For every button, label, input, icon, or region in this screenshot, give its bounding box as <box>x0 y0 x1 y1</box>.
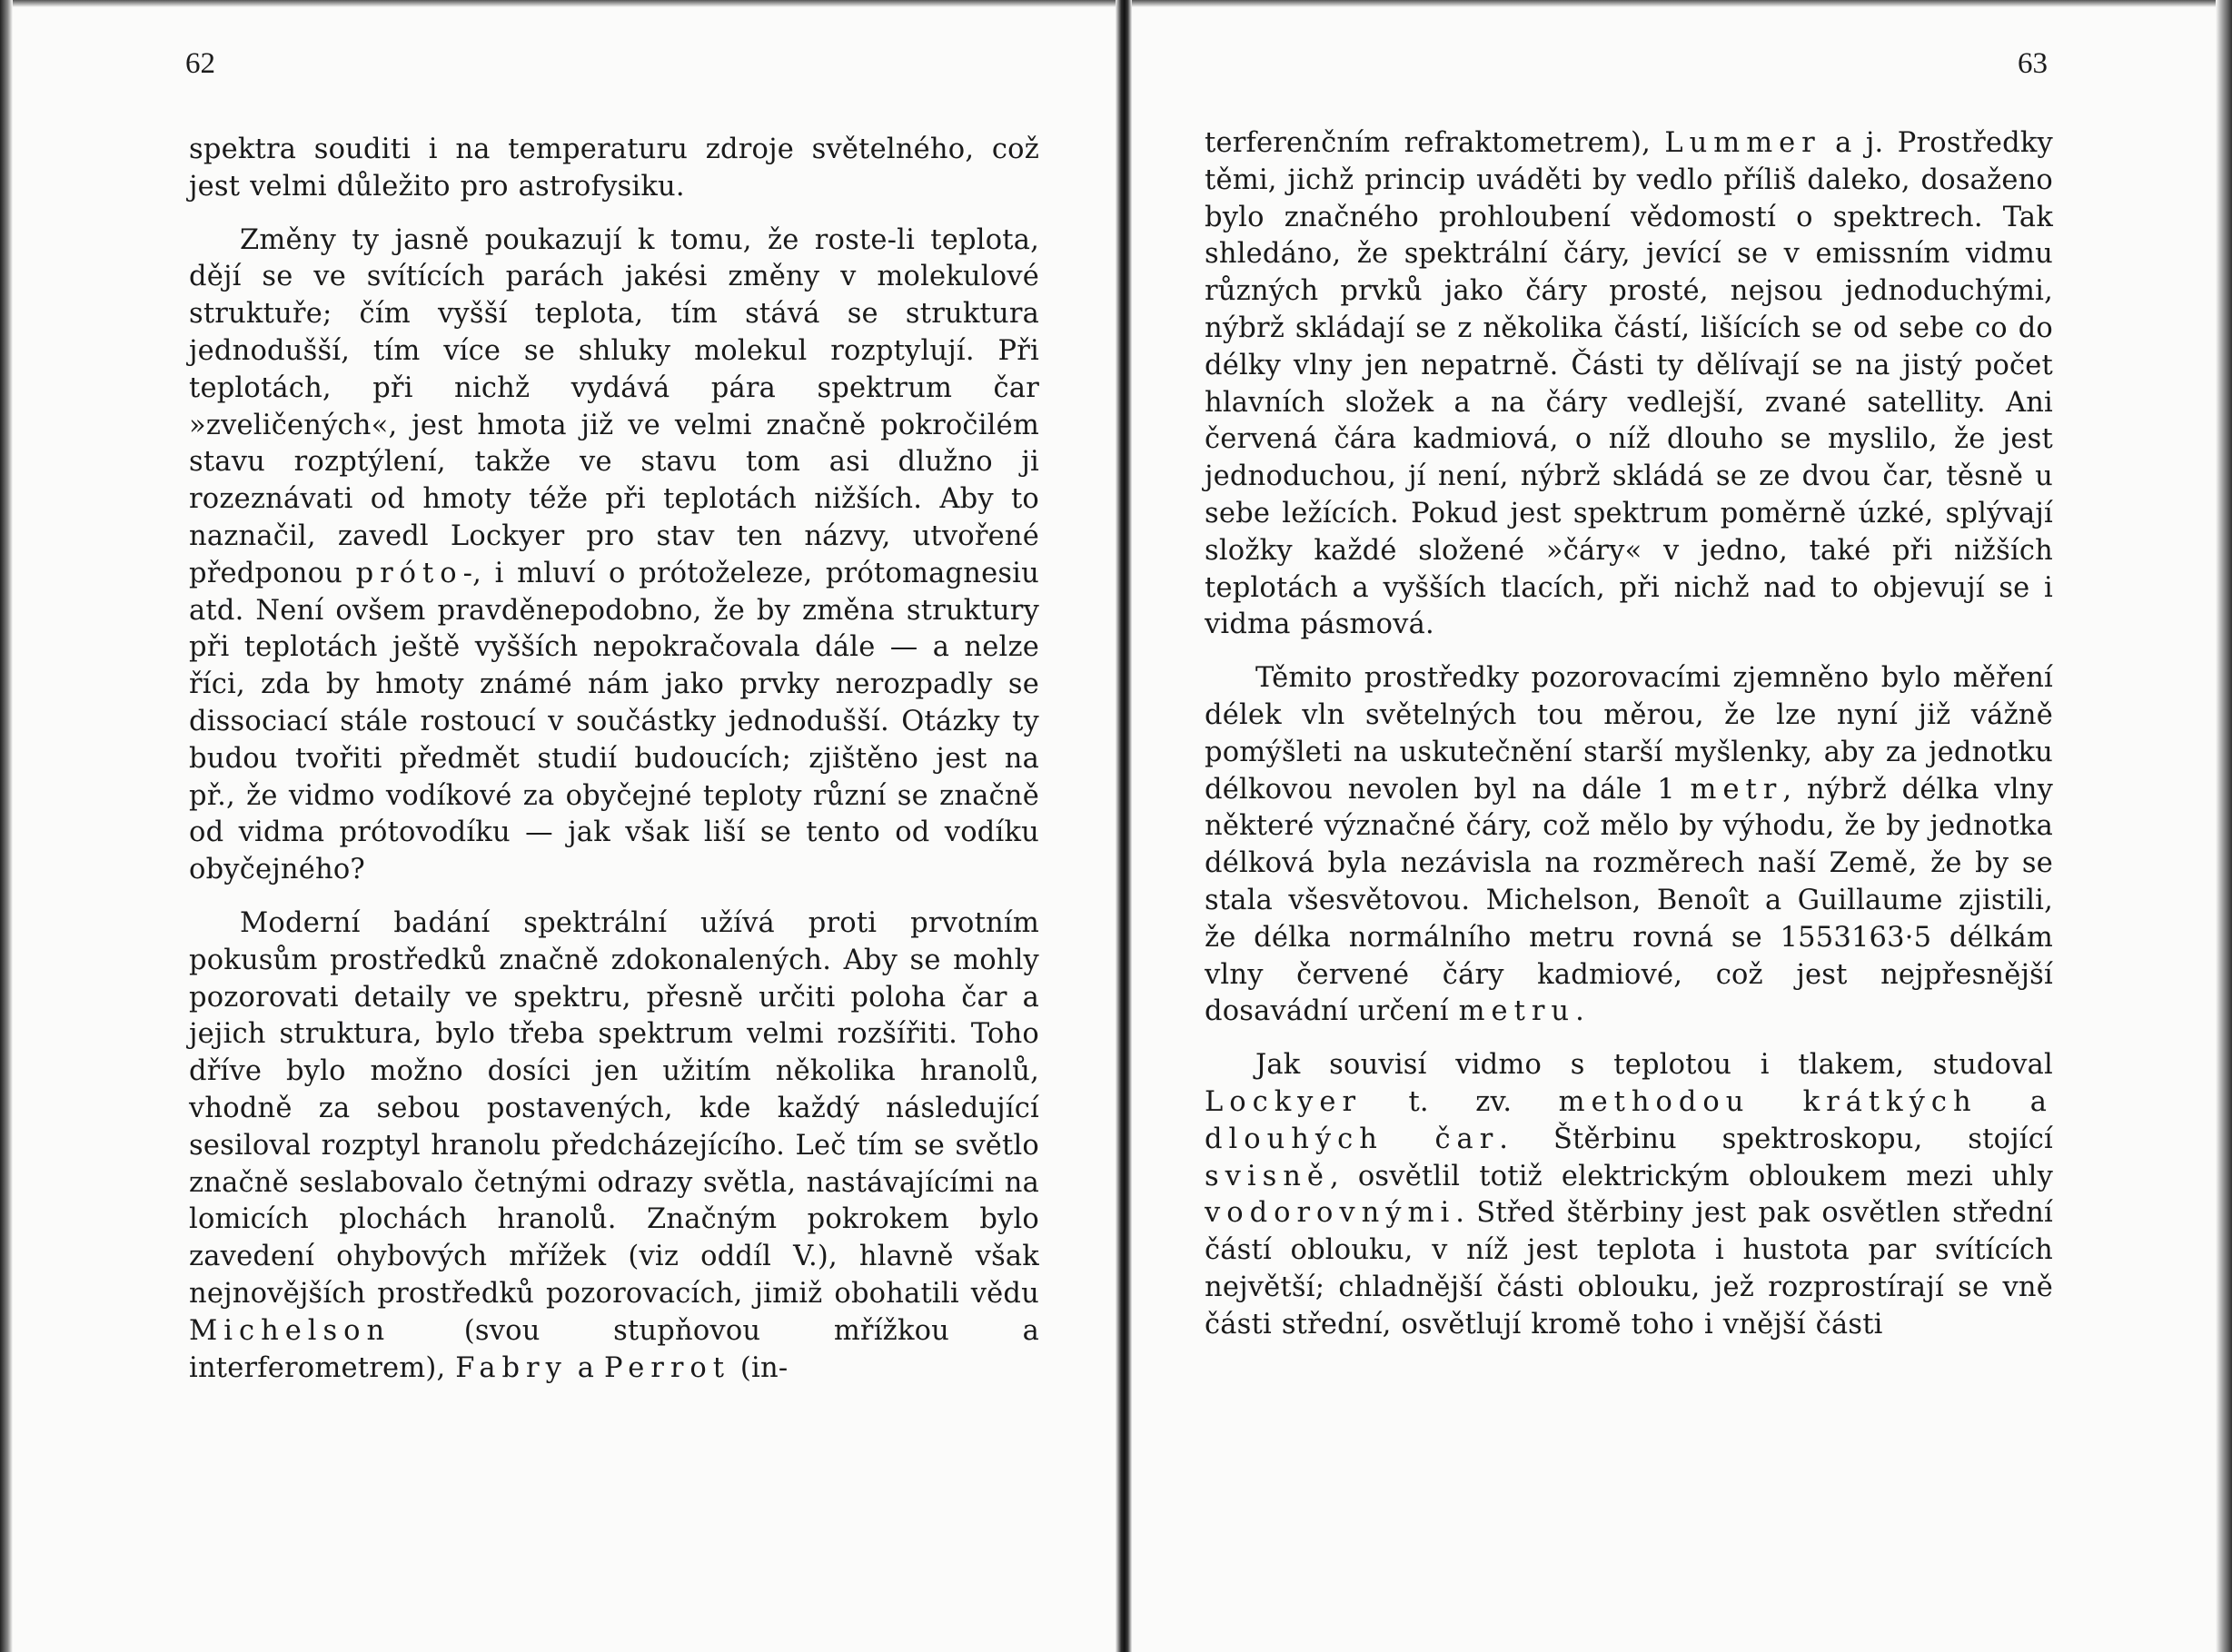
body-text: a <box>567 1351 605 1384</box>
body-text: . Střed štěrbiny jest pak osvětlen střední částí oblouku, v níž jest teplota i hustota par svítících největší; chladnější části oblouku, jež rozprostírají se vně části střední, osvětlují kromě toho i vnější části <box>1205 1197 2053 1340</box>
spaced-emphasis-text: Perrot <box>604 1351 731 1384</box>
page-number-left: 62 <box>185 47 215 80</box>
spaced-emphasis-text: Michelson <box>189 1314 392 1347</box>
page-number-right: 63 <box>2018 47 2048 80</box>
body-text: Jak souvisí vidmo s teplotou i tlakem, studoval <box>1255 1049 2053 1082</box>
right-page <box>1132 0 2216 1652</box>
spaced-emphasis-text: vodorovnými <box>1205 1197 1456 1230</box>
scan-right-edge <box>2216 0 2232 1652</box>
spaced-emphasis-text: metru <box>1458 995 1576 1028</box>
spaced-emphasis-text: Lockyer <box>1205 1085 1363 1118</box>
spaced-emphasis-text: próto <box>355 557 463 589</box>
left-page-text <box>189 132 1039 1403</box>
body-text: Těmito prostředky pozorovacími zjemněno bylo měření délek vln světelných tou měrou, že lze nyní již vážně pomýšleti na uskutečnění starší myšlenky, aby za jednotku délkovou nevolen byl na dále 1 <box>1205 662 2053 806</box>
paragraph <box>1205 125 2053 644</box>
paragraph <box>189 905 1039 1387</box>
body-text: , nýbrž délka vlny některé význačné čáry, což mělo by výhodu, že by jednotka délková byla nezávisla na rozměrech naší Země, že by se stala všesvětovou. Michelson, Benoît a Guillaume zjistili, že délka normálního metru rovná se 1553163·5 délkám vlny červené čáry kadmiové, což jest nejpřesnější dosavádní určení <box>1205 773 2053 1028</box>
body-text: terferenčním refraktometrem), <box>1205 127 1665 159</box>
body-text: a j. Prostředky těmi, jichž princip uváděti by vedlo příliš daleko, dosaženo bylo značného prohloubení vědomostí o spektrech. Tak shledáno, že spektrální čáry, jevící se v emissním vidmu různých prvků jako čáry prosté, nejsou jednoduchými, nýbrž skládají se z několika částí, lišících se od sebe co do délky vlny jen nepatrně. Části ty dělívají se na jistý počet hlavních složek a na čáry vedlejší, zvané satellity. Ani červená čára kadmiová, o níž dlouho se myslilo, že jest jednoduchou, jí není, nýbrž skládá se ze dvou čar, těsně u sebe ležících. Pokud jest spektrum poměrně úzké, splývají složky každé složené »čáry« v jedno, také při nižších teplotách a vyšších tlacích, při nichž nad to objevují se i vidma pásmová. <box>1205 127 2053 641</box>
spaced-emphasis-text: methodou krátkých a dlouhých čar <box>1205 1085 2053 1155</box>
body-text: Změny ty jasně poukazují k tomu, že roste-li teplota, dějí se ve svítících parách jakési změny v molekulové struktuře; čím vyšší teplota, tím stává se struktura jednodušší, tím více se shluky molekul rozptylují. Při teplotách, při nichž vydává pára spektrum čar »zveličených«, jest hmota již ve velmi značně pokročilém stavu rozptýlení, takže ve stavu tom asi dlužno ji rozeznávati od hmoty téže při teplotách nižších. Aby to naznačil, zavedl Lockyer pro stav ten názvy, utvořené předponou <box>189 223 1039 589</box>
spaced-emphasis-text: metr <box>1690 773 1783 806</box>
paragraph <box>1205 1047 2053 1343</box>
paragraph <box>1205 660 2053 1031</box>
paragraph <box>189 223 1039 889</box>
body-text: -, i mluví o prótoželeze, prótomagnesiu atd. Není ovšem pravděnepodobno, že by změna struktury při teplotách ještě vyšších nepokračovala dále — a nelze říci, zda by hmoty známé nám jako prvky nerozpadly se dissociací stále rostoucí v součástky jednodušší. Otázky ty budou tvořiti předmět studií budoucích; zjištěno jest na př., že vidmo vodíkové za obyčejné teploty různí se značně od vidma prótovodíku — jak však liší se tento od vodíku obyčejného? <box>189 557 1039 886</box>
body-text: . <box>1575 995 1584 1028</box>
spaced-emphasis-text: svisně <box>1205 1160 1330 1192</box>
body-text: (svou stupňovou mřížkou a interferometrem), <box>189 1314 1039 1384</box>
spaced-emphasis-text: Lummer <box>1664 127 1821 159</box>
body-text: t. zv. <box>1362 1085 1559 1118</box>
body-text: Moderní badání spektrální užívá proti prvotním pokusům prostředků značně zdokonalených. Aby se mohly pozorovati detaily ve spektru, přesně určiti poloha čar a jejich struktura, bylo třeba spektrum velmi rozšířiti. Toho dříve bylo možno dosíci jen užitím několika hranolů, vhodně za sebou postavených, kde každý následující sesiloval rozptyl hranolu předcházejícího. Leč tím se světlo značně seslabovalo četnými odrazy světla, nastávajícími na lomicích plochách hranolů. Značným pokrokem bylo zavedení ohybových mřížek (viz oddíl V.), hlavně však nejnovějších prostředků pozorovacích, jimiž obohatili vědu <box>189 906 1039 1310</box>
spaced-emphasis-text: Fabry <box>455 1351 568 1384</box>
body-text: (in- <box>730 1351 789 1384</box>
right-page-text <box>1205 125 2053 1360</box>
body-text: , osvětlil totiž elektrickým obloukem mezi uhly <box>1329 1160 2053 1192</box>
paragraph <box>189 132 1039 206</box>
book-gutter <box>1116 0 1132 1652</box>
body-text: . Štěrbinu spektroskopu, stojící <box>1499 1123 2053 1155</box>
body-text: spektra souditi i na temperaturu zdroje světelného, což jest velmi důležito pro astrofysiku. <box>189 134 1039 203</box>
